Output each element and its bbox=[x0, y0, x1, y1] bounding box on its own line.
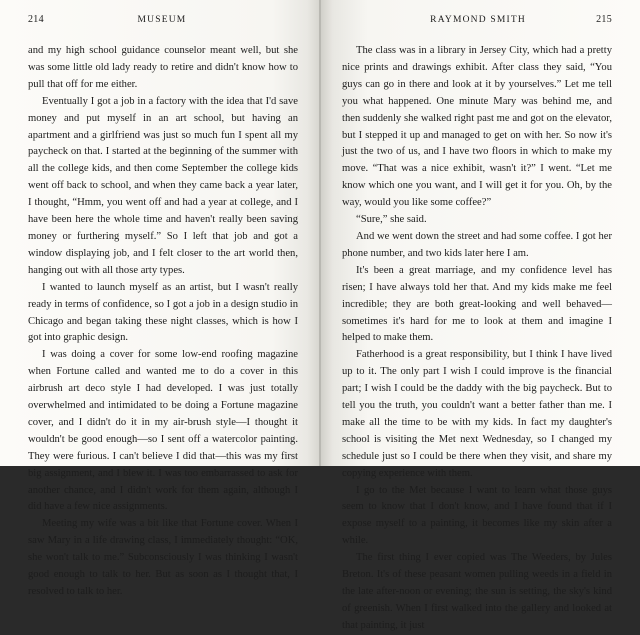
paragraph: The class was in a library in Jersey City, which had a pretty nice prints and drawings exhibit. After class they said, “You guys can go in there and look at it by yourselves.” Let me tell you what happened. One minute Mary was behind me, and then suddenly she walked right past me and got on the elevator, but I stepped it up and managed to get on with her. So now it's just the two of us, and I have two floors in which to make my move. “That was a nice exhibit, wasn't it?” I went. “Let me know which one you want, and I will get it for you. Oh, by the way, would you like some coffee?” bbox=[342, 45, 612, 209]
left-body-text bbox=[28, 43, 298, 601]
left-page bbox=[0, 0, 320, 597]
right-page-number: 215 bbox=[596, 14, 612, 25]
paragraph: The first thing I ever copied was The Weeders, by Jules Breton. It's of these peasant women pulling weeds in a field in the late after-noon or evening; the sun is setting, the sky's kind of greenish. When I first walked into the gallery and looked at that painting, it just bbox=[342, 552, 612, 631]
paragraph: I was doing a cover for some low-end roofing magazine when Fortune called and wanted me to do a cover in this airbrush art deco style I had developed. I was just totally overwhelmed and intimidated to be doing a Fortune magazine cover, and I didn't do it in my air-brush style—I thought it wouldn't be good enough—so I sent off a watercolor painting. They were furious. I can't believe I did that—this was my first big assignment, and I blew it. I was too embarrassed to ask for another chance, and I didn't work for them again, although I did have a few nice assignments. bbox=[28, 349, 298, 513]
paragraph: Meeting my wife was a bit like that Fortune cover. When I saw Mary in a life drawing class, I immediately thought: “OK, she won't talk to me.” Subconsciously I was thinking I wasn't good enough to talk to her. But as soon as I thought that, I resolved to talk to her. bbox=[28, 518, 298, 597]
right-body-text bbox=[342, 43, 612, 635]
book-gutter bbox=[319, 0, 321, 466]
paragraph: Fatherhood is a great responsibility, but I think I have lived up to it. The only part I wish I could improve is the financial part; I wish I could be the daddy with the big paycheck. But to tell you the truth, you couldn't want a better father than me. I make all the time to be with my kids. In fact my daughter's school is visiting the Met next Wednesday, so I changed my schedule just so I could be there when they visit, and share my copying experience with them. bbox=[342, 349, 612, 479]
right-running-title: RAYMOND SMITH bbox=[430, 15, 526, 25]
left-page-number: 214 bbox=[28, 14, 44, 25]
left-running-title: MUSEUM bbox=[137, 15, 187, 25]
paragraph: I go to the Met because I want to learn what those guys seem to know that I don't know, and I have found that if I expose myself to a painting, it becomes like my skin after a while. bbox=[342, 484, 612, 547]
paragraph: and my high school guidance counselor meant well, but she was some little old lady ready to retire and didn't know how to pull that off for me either. bbox=[28, 45, 298, 90]
paragraph: “Sure,” she said. bbox=[356, 214, 427, 226]
paragraph: It's been a great marriage, and my confidence level has risen; I have always told her that. And my kids make me feel incredible; they are both great-looking and well behaved—sometimes it's hard for me to look at them and imagine I helped to make them. bbox=[342, 264, 612, 344]
right-page bbox=[320, 0, 640, 631]
paragraph: I wanted to launch myself as an artist, but I wasn't really ready in terms of confidence, so I got a job in a design studio in Chicago and began taking these night classes, which is how I got into graphic design. bbox=[28, 281, 298, 344]
paragraph: And we went down the street and had some coffee. I got her phone number, and two kids later here I am. bbox=[342, 230, 612, 259]
paragraph: Eventually I got a job in a factory with the idea that I'd save money and put myself in an art school, but having an apartment and a girlfriend was just so much fun I spent all my paycheck on that. I started at the beginning of the summer with all the college kids, and then come September the college kids went off back to school, and when they came back a year later, I thought, “Hmm, you went off and had a year at college, and I have been here the whole time and haven't really been saving money or furthering myself.” So I left that job and got a window displaying job, and I felt closer to the art world then, hanging out with all those arty types. bbox=[28, 95, 298, 276]
left-running-head bbox=[28, 14, 298, 28]
right-running-head bbox=[342, 14, 612, 28]
